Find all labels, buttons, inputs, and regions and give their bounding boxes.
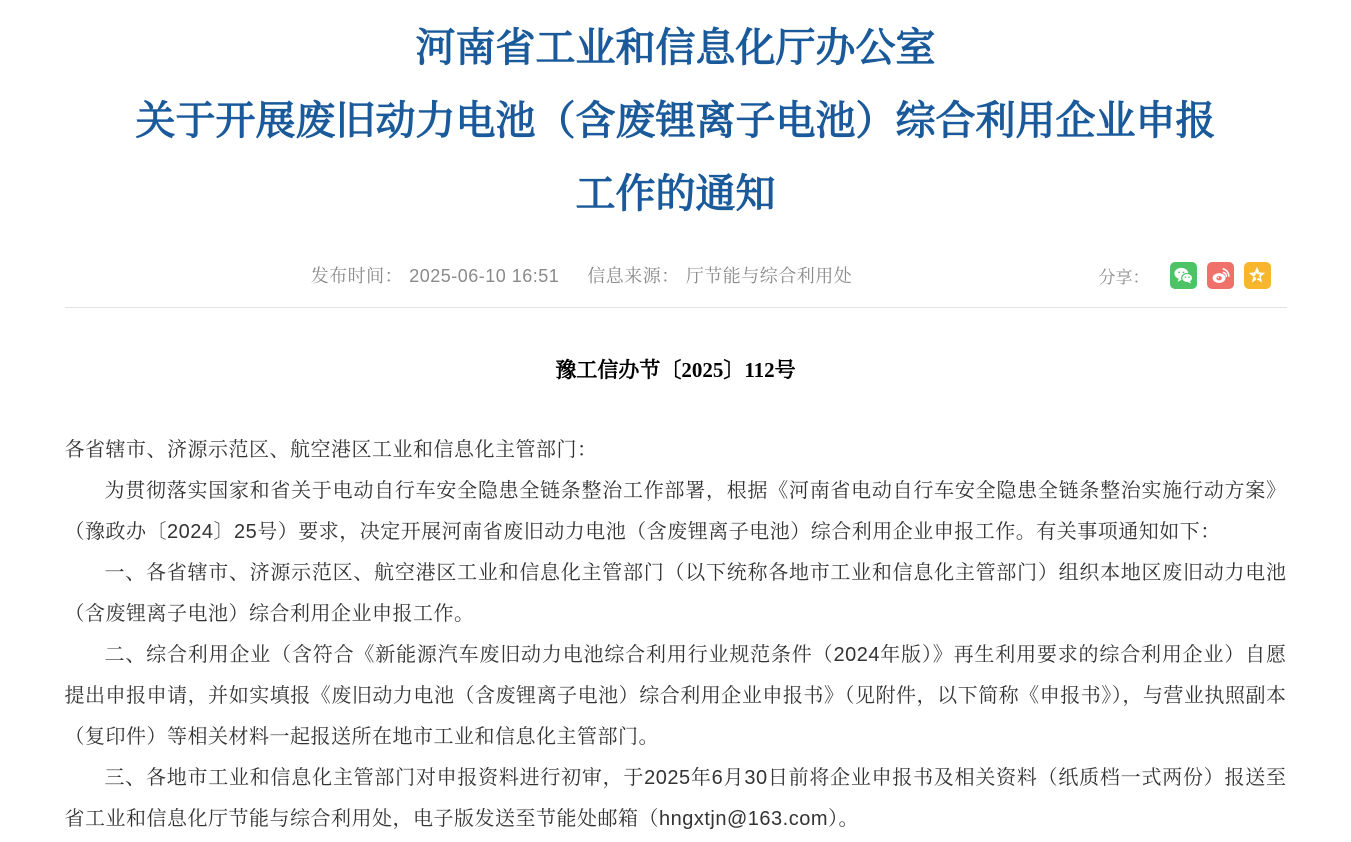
publish-time-value: 2025-06-10 16:51 [409, 266, 560, 286]
share-weibo-button[interactable] [1207, 262, 1234, 289]
share-wechat-button[interactable] [1170, 262, 1197, 289]
publish-time-label: 发布时间： [310, 266, 404, 286]
divider [65, 307, 1287, 308]
page-title [65, 12, 1287, 231]
share-label: 分享： [1098, 267, 1150, 287]
wechat-icon [1174, 267, 1193, 284]
publish-meta [65, 262, 1099, 288]
share-toolbar [1099, 262, 1287, 289]
source-value: 厅节能与综合利用处 [685, 266, 853, 286]
paragraph-item-3: 三、各地市工业和信息化主管部门对申报资料进行初审，于2025年6月30日前将企业申报书及相关资料（纸质档一式两份）报送至省工业和信息化厅节能与综合利用处，电子版发送至节能处邮箱（hngxtjn@163.com）。 [64, 767, 1287, 830]
paragraph-item-2: 二、综合利用企业（含符合《新能源汽车废旧动力电池综合利用行业规范条件（2024年版）》再生利用要求的综合利用企业）自愿提出申报申请，并如实填报《废旧动力电池（含废锂离子电池）综合利用企业申报书》（见附件，以下简称《申报书》），与营业执照副本（复印件）等相关材料一起报送所在地市工业和信息化主管部门。 [64, 644, 1287, 748]
share-favorite-button[interactable] [1244, 262, 1271, 289]
article-body [65, 430, 1287, 840]
content-container [65, 12, 1287, 840]
page-title-line-2: 关于开展废旧动力电池（含废锂离子电池）综合利用企业申报 [135, 99, 1216, 143]
page-title-line-1: 河南省工业和信息化厅办公室 [415, 26, 936, 70]
weibo-icon [1211, 266, 1230, 285]
meta-bar [65, 253, 1287, 297]
source-label: 信息来源： [587, 266, 680, 286]
page-title-line-3: 工作的通知 [575, 172, 776, 216]
paragraph-item-1: 一、各省辖市、济源示范区、航空港区工业和信息化主管部门（以下统称各地市工业和信息化主管部门）组织本地区废旧动力电池（含废锂离子电池）综合利用企业申报工作。 [64, 562, 1287, 625]
doc-number: 豫工信办节〔2025〕112号 [555, 358, 796, 382]
paragraph-intro: 为贯彻落实国家和省关于电动自行车安全隐患全链条整治工作部署，根据《河南省电动自行车安全隐患全链条整治实施行动方案》（豫政办〔2024〕25号）要求，决定开展河南省废旧动力电池（含废锂离子电池）综合利用企业申报工作。有关事项通知如下： [64, 480, 1287, 543]
paragraph-salutation: 各省辖市、济源示范区、航空港区工业和信息化主管部门： [64, 439, 598, 461]
favorite-star-icon [1247, 265, 1267, 285]
